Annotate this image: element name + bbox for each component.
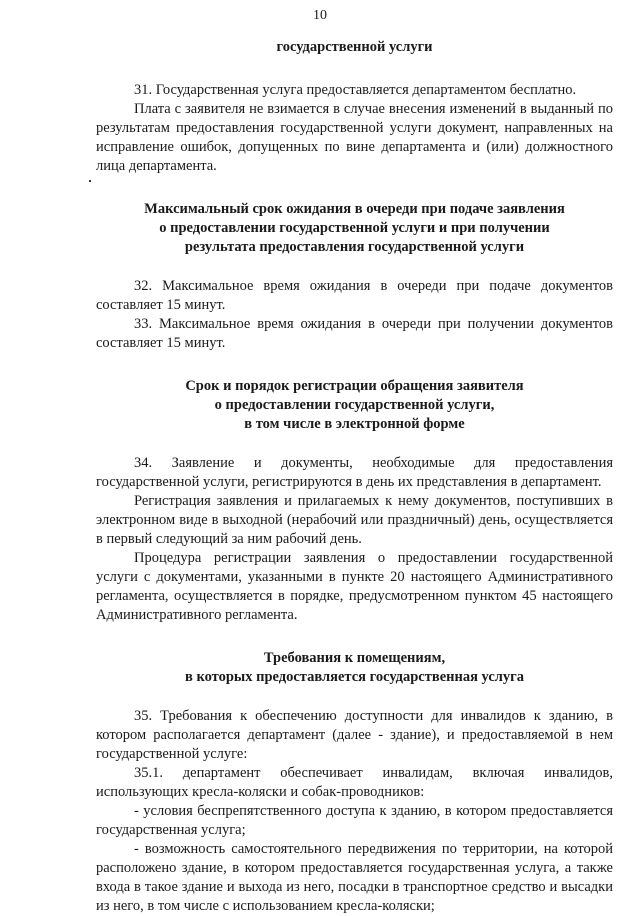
heading-line: в которых предоставляется государственная услуга [184, 669, 525, 685]
paragraph-32: 32. Максимальное время ожидания в очереди при подаче документов составляет 15 минут. [96, 278, 613, 313]
paragraph-35-1: 35.1. департамент обеспечивает инвалидам, включая инвалидов, использующих кресла-коляски и собак-проводников: [96, 765, 613, 800]
heading-line: результата предоставления государственной услуги [184, 239, 525, 255]
heading-line: в том числе в электронной форме [244, 416, 465, 432]
heading-line: о предоставлении государственной услуги и при получении [159, 220, 550, 236]
paragraph-31: 31. Государственная услуга предоставляется департаментом бесплатно. [134, 82, 577, 98]
paragraph-33: 33. Максимальное время ожидания в очереди при получении документов составляет 15 минут. [96, 316, 613, 351]
paragraph-34: 34. Заявление и документы, необходимые для предоставления государственной услуги, регистрируются в день их представления в департамент. [96, 455, 613, 490]
heading-line: о предоставлении государственной услуги, [214, 397, 495, 413]
heading-line: Требования к помещениям, [263, 650, 446, 666]
section-heading-registration [96, 377, 613, 434]
scan-speck [89, 180, 91, 182]
heading-line: государственной услуги [276, 39, 433, 55]
document-body [96, 38, 613, 916]
bullet-access: - условия беспрепятственного доступа к зданию, в котором предоставляется государственная услуга; [96, 803, 613, 838]
section-heading-queue [96, 200, 613, 257]
bullet-movement: - возможность самостоятельного передвижения по территории, на которой расположено здание, в котором предоставляется государственная услуга, а также входа в такое здание и выхода из него, посадки в транспортное средство и высадки из него, в том числе с использованием кресла-коляски; [96, 841, 613, 914]
section-heading-continuation [96, 38, 613, 57]
page-number: 10 [313, 8, 327, 23]
paragraph-35: 35. Требования к обеспечению доступности для инвалидов к зданию, в котором располагается департамент (далее - здание), и предоставляемой в нем государственной услуге: [96, 708, 613, 762]
paragraph-34-procedure: Процедура регистрации заявления о предоставлении государственной услуги с документами, указанными в пункте 20 настоящего Административного регламента, осуществляется в порядке, предусмотренном пунктом 45 настоящего Административного регламента. [96, 550, 613, 623]
paragraph-34-electronic: Регистрация заявления и прилагаемых к нему документов, поступивших в электронном виде в выходной (нерабочий или праздничный) день, осуществляется в первый следующий за ним рабочий день. [96, 493, 613, 547]
section-heading-premises [96, 649, 613, 687]
heading-line: Срок и порядок регистрации обращения заявителя [185, 378, 524, 394]
heading-line: Максимальный срок ожидания в очереди при подаче заявления [144, 201, 565, 217]
paragraph-31-fee: Плата с заявителя не взимается в случае внесения изменений в выданный по результатам предоставления государственной услуги документ, направленных на исправление ошибок, допущенных по вине департамента и (или) должностного лица департамента. [96, 101, 613, 174]
